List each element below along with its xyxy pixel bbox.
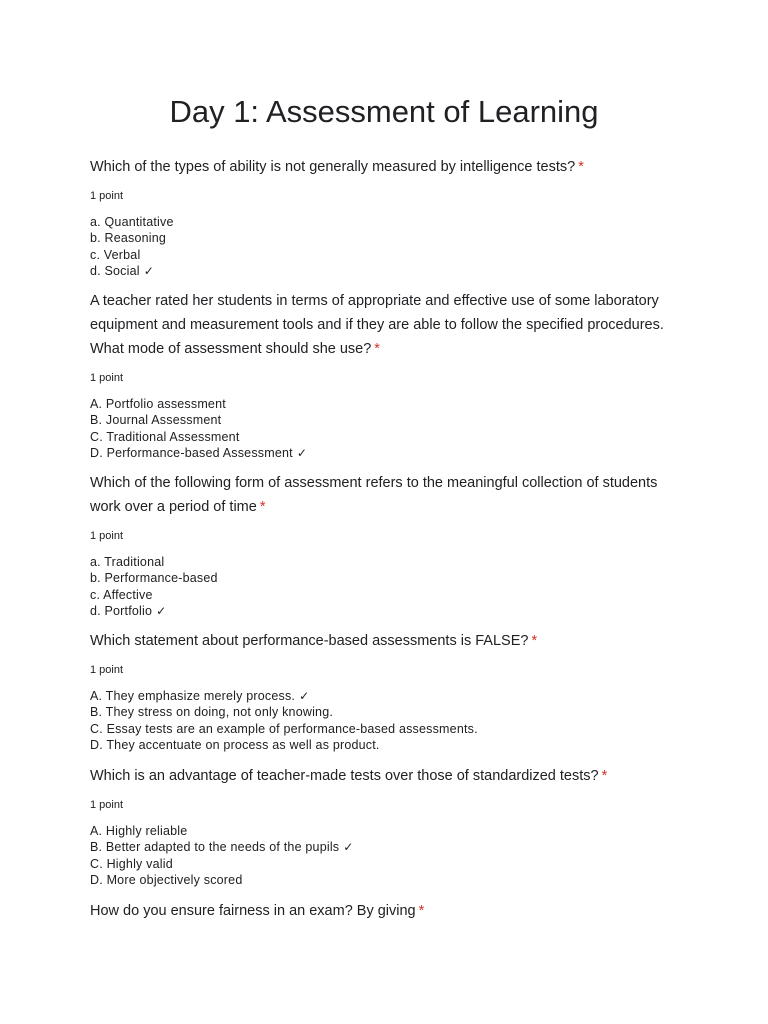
option-item[interactable] [90, 856, 690, 872]
question-text [90, 155, 690, 179]
option-label: c. Verbal [90, 247, 141, 262]
question-text [90, 764, 690, 788]
question-block [90, 764, 690, 888]
option-item[interactable] [90, 554, 690, 570]
option-label: B. Journal Assessment [90, 413, 222, 428]
option-item[interactable] [90, 872, 690, 888]
option-item[interactable] [90, 688, 690, 704]
question-label: Which statement about performance-based assessments is FALSE? [90, 633, 529, 649]
required-marker: * [578, 159, 584, 175]
option-item[interactable] [90, 247, 690, 263]
required-marker: * [374, 341, 380, 357]
question-label: Which is an advantage of teacher-made tests over those of standardized tests? [90, 768, 599, 784]
check-mark-icon: ✓ [296, 445, 308, 460]
check-mark-icon: ✓ [143, 263, 155, 278]
points-label: 1 point [90, 372, 124, 384]
option-list [90, 688, 690, 753]
check-mark-icon: ✓ [299, 689, 310, 703]
option-item[interactable] [90, 704, 690, 720]
option-label: b. Performance-based [90, 571, 218, 586]
option-item[interactable] [90, 587, 690, 603]
check-mark-icon: ✓ [156, 603, 167, 618]
question-text [90, 289, 690, 361]
option-list [90, 214, 690, 279]
question-text [90, 471, 690, 519]
question-block [90, 155, 690, 279]
option-item[interactable] [90, 429, 690, 445]
option-item[interactable] [90, 823, 690, 839]
required-marker: * [259, 499, 266, 515]
question-label: Which of the types of ability is not generally measured by intelligence tests? [90, 159, 576, 175]
question-block [90, 289, 690, 461]
question-text [90, 899, 690, 923]
option-label: B. Better adapted to the needs of the pupils [90, 840, 340, 855]
option-label: D. Performance-based Assessment [90, 445, 293, 460]
option-item[interactable] [90, 445, 690, 461]
required-marker: * [601, 768, 608, 784]
question-label: Which of the following form of assessment refers to the meaningful collection of students work over a period of time [90, 475, 658, 515]
option-label: a. Quantitative [90, 215, 174, 229]
points-label: 1 point [90, 799, 124, 811]
option-label: A. They emphasize merely process. [90, 689, 296, 703]
option-label: D. They accentuate on process as well as product. [90, 737, 380, 752]
option-label: d. Social [90, 263, 140, 278]
option-item[interactable] [90, 396, 690, 412]
option-label: C. Essay tests are an example of performance-based assessments. [90, 721, 478, 736]
option-item[interactable] [90, 230, 690, 246]
points-label: 1 point [90, 664, 124, 676]
page-title: Day 1: Assessment of Learning [169, 94, 599, 129]
option-label: A. Highly reliable [90, 824, 188, 838]
option-item[interactable] [90, 412, 690, 428]
question-label: A teacher rated her students in terms of appropriate and effective use of some laboratory equipment and measurement tools and if they are able to follow the specified procedures. What mode of assessment should she use? [90, 293, 664, 357]
option-label: a. Traditional [90, 555, 165, 569]
option-label: D. More objectively scored [90, 872, 243, 887]
points-label: 1 point [90, 530, 124, 542]
option-list [90, 554, 690, 619]
question-block [90, 899, 690, 923]
option-label: B. They stress on doing, not only knowing. [90, 705, 334, 720]
question-text [90, 629, 690, 653]
option-item[interactable] [90, 721, 690, 737]
option-label: b. Reasoning [90, 231, 167, 246]
option-label: C. Traditional Assessment [90, 429, 240, 444]
option-label: C. Highly valid [90, 856, 173, 871]
question-label: How do you ensure fairness in an exam? By giving [90, 903, 416, 919]
required-marker: * [531, 633, 538, 649]
option-item[interactable] [90, 737, 690, 753]
option-item[interactable] [90, 839, 690, 855]
question-block [90, 471, 690, 619]
option-label: d. Portfolio [90, 603, 153, 618]
option-item[interactable] [90, 263, 690, 279]
option-list [90, 396, 690, 461]
required-marker: * [418, 903, 425, 919]
option-label: A. Portfolio assessment [90, 397, 226, 411]
option-item[interactable] [90, 570, 690, 586]
check-mark-icon: ✓ [343, 840, 354, 855]
points-label: 1 point [90, 190, 124, 202]
option-item[interactable] [90, 214, 690, 230]
question-block [90, 629, 690, 753]
option-item[interactable] [90, 603, 690, 619]
option-label: c. Affective [90, 587, 153, 602]
option-list [90, 823, 690, 888]
